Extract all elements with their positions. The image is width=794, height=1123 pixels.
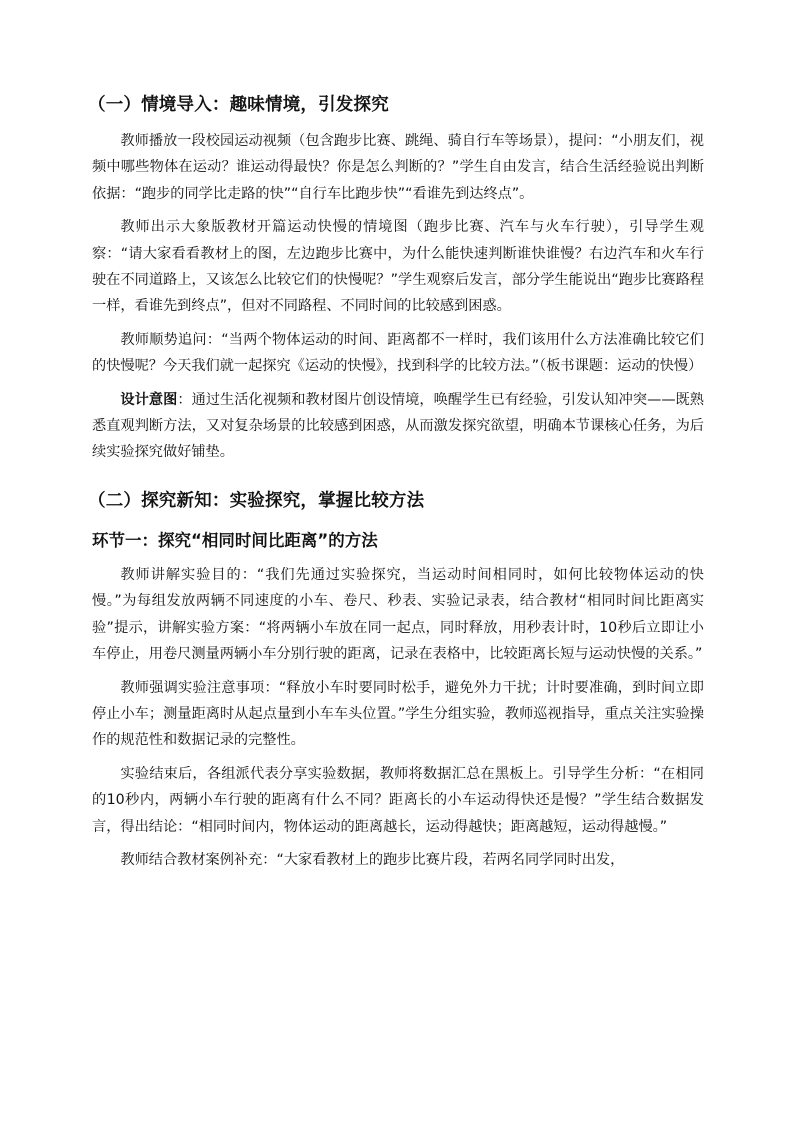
section-heading-intro: （一）情境导入：趣味情境，引发探究 [88, 95, 389, 115]
design-intent-text: ：通过生活化视频和教材图片创设情境，唤醒学生已有经验，引发认知冲突——既熟悉直观判断方法，又对复杂场景的比较感到困惑，从而激发探究欲望，明确本节课核心任务，为后续实验探究做好铺垫。 [92, 391, 704, 461]
document-page [88, 92, 704, 880]
paragraph-video-intro: 教师播放一段校园运动视频（包含跑步比赛、跳绳、骑自行车等场景），提问：“小朋友们，视频中哪些物体在运动？谁运动得最快？你是怎么判断的？”学生自由发言，结合生活经验说出判断依据：“跑步的同学比走路的快”“自行车比跑步快”“看谁先到达终点”。 [92, 133, 704, 202]
paragraph-experiment-purpose: 教师讲解实验目的：“我们先通过实验探究，当运动时间相同时，如何比较物体运动的快慢。”为每组发放两辆不同速度的小车、卷尺、秒表、实验记录表，结合教材“相同时间比距离实验”提示，讲解实验方案：“将两辆小车放在同一起点，同时释放，用秒表计时，10秒后立即让小车停止，用卷尺测量两辆小车分别行驶的距离，记录在表格中，比较距离长短与运动快慢的关系。” [92, 566, 704, 663]
paragraph-textbook-case: 教师结合教材案例补充：“大家看教材上的跑步比赛片段，若两名同学同时出发， [120, 851, 625, 868]
section-heading-explore: （二）探究新知：实验探究，掌握比较方法 [88, 490, 425, 511]
paragraph-experiment-precautions: 教师强调实验注意事项：“释放小车时要同时松手，避免外力干扰；计时要准确，到时间立即停止小车；测量距离时从起点量到小车车头位置。”学生分组实验，教师巡视指导，重点关注实验操作的规范性和数据记录的完整性。 [92, 679, 704, 749]
paragraph-design-intent [92, 387, 704, 466]
paragraph-textbook-image: 教师出示大象版教材开篇运动快慢的情境图（跑步比赛、汽车与火车行驶），引导学生观察：“请大家看看教材上的图，左边跑步比赛中，为什么能快速判断谁快谁慢？右边汽车和火车行驶在不同道路上，又该怎么比较它们的快慢呢？”学生观察后发言，部分学生能说出“跑步比赛路程一样，看谁先到终点”，但对不同路程、不同时间的比较感到困惑。 [92, 219, 704, 315]
paragraph-experiment-results: 实验结束后，各组派代表分享实验数据，教师将数据汇总在黑板上。引导学生分析：“在相同的10秒内，两辆小车行驶的距离有什么不同？距离长的小车运动得快还是慢？”学生结合数据发言，得出结论：“相同时间内，物体运动的距离越长，运动得越快；距离越短，运动得越慢。” [92, 765, 704, 835]
paragraph-follow-up-question: 教师顺势追问：“当两个物体运动的时间、距离都不一样时，我们该用什么方法准确比较它们的快慢呢？今天我们就一起探究《运动的快慢》，找到科学的比较方法。”（板书课题：运动的快慢） [92, 331, 704, 375]
sub-heading-step-one: 环节一：探究“相同时间比距离”的方法 [92, 530, 378, 550]
design-intent-label: 设计意图 [120, 391, 178, 408]
